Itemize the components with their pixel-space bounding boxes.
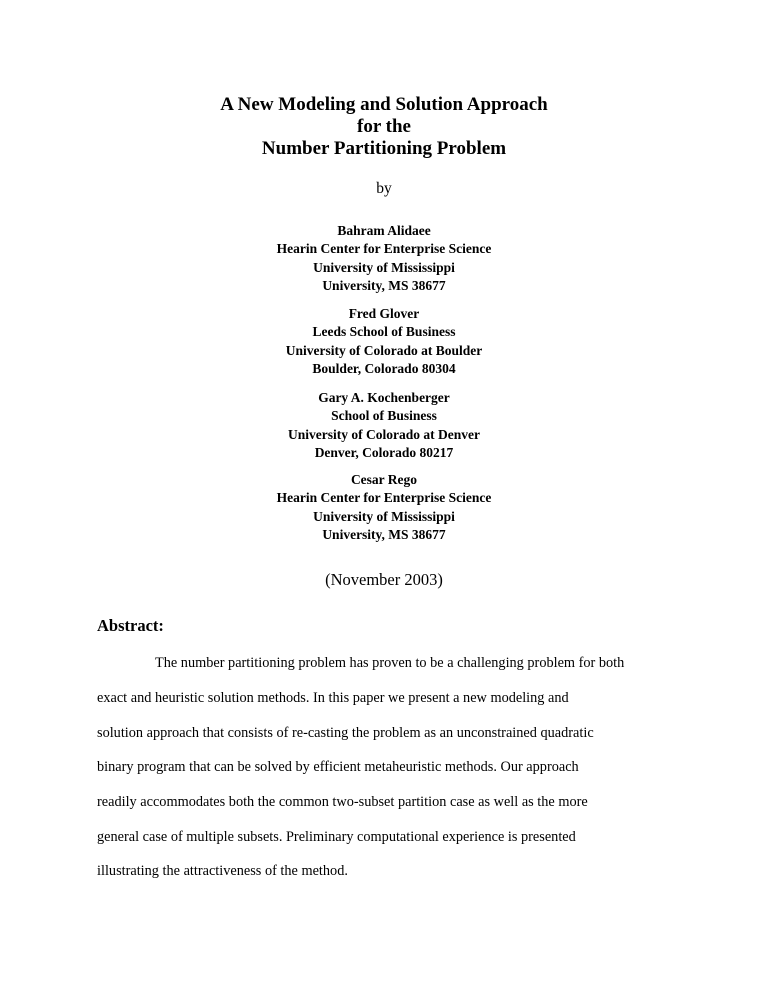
abstract-line: The number partitioning problem has proven to be a challenging problem for both (155, 655, 625, 671)
author-affiliation-line: University of Colorado at Denver (288, 426, 480, 442)
author-block-rego (0, 471, 768, 544)
author-name: Bahram Alidaee (337, 223, 431, 238)
author-name: Cesar Rego (350, 472, 418, 487)
abstract-heading: Abstract: (97, 616, 164, 635)
title-line-1: A New Modeling and Solution Approach (220, 94, 548, 115)
by-label: by (376, 180, 392, 197)
title-line-2: for the (357, 116, 411, 137)
author-affiliation-line: Leeds School of Business (312, 324, 456, 340)
author-affiliation-line: University of Mississippi (313, 508, 455, 524)
author-affiliation-line: Hearin Center for Enterprise Science (276, 241, 492, 257)
author-affiliation-line: School of Business (331, 408, 437, 424)
abstract-line: general case of multiple subsets. Preliminary computational experience is presented (97, 829, 576, 845)
author-affiliation-line: Hearin Center for Enterprise Science (276, 490, 492, 506)
author-affiliation-line: University, MS 38677 (322, 277, 446, 293)
abstract-line: illustrating the attractiveness of the method. (97, 863, 348, 879)
paper-title (0, 94, 768, 160)
author-affiliation-line: University of Mississippi (313, 259, 455, 275)
author-affiliation-line: Denver, Colorado 80217 (314, 444, 454, 460)
author-name: Fred Glover (348, 306, 420, 321)
author-block-alidaee (0, 222, 768, 295)
abstract-line: solution approach that consists of re-casting the problem as an unconstrained quadratic (97, 725, 594, 741)
publication-date: (November 2003) (325, 570, 443, 589)
author-block-kochenberger (0, 389, 768, 462)
author-affiliation-line: University of Colorado at Boulder (285, 342, 483, 358)
author-name: Gary A. Kochenberger (318, 390, 450, 405)
title-line-3: Number Partitioning Problem (261, 138, 507, 159)
author-affiliation-line: Boulder, Colorado 80304 (312, 360, 456, 376)
author-block-glover (0, 305, 768, 378)
author-affiliation-line: University, MS 38677 (322, 526, 446, 542)
abstract-line: binary program that can be solved by efficient metaheuristic methods. Our approach (97, 759, 579, 775)
abstract-line: exact and heuristic solution methods. In this paper we present a new modeling and (97, 690, 569, 706)
abstract-line: readily accommodates both the common two-subset partition case as well as the more (97, 794, 588, 810)
